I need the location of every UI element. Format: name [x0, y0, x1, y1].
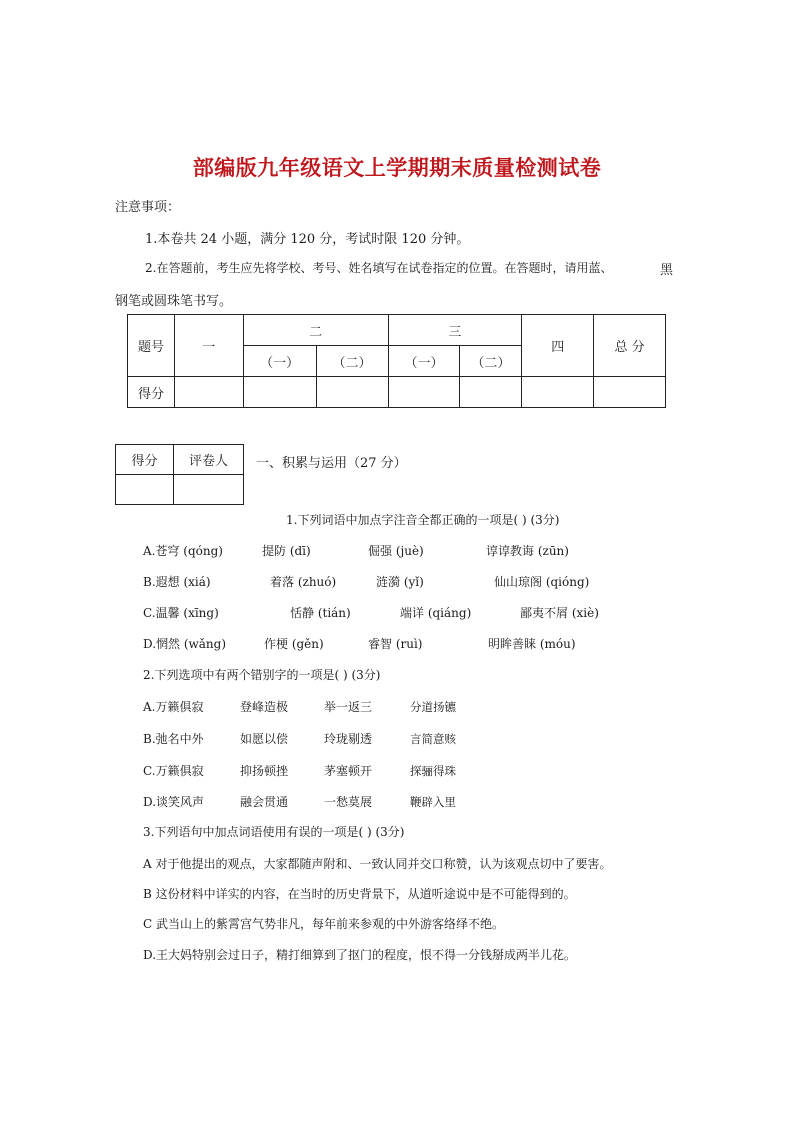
score-sub-3: （一）: [388, 346, 460, 377]
score-col-4: 四: [522, 315, 594, 377]
score-row-label: 得分: [128, 377, 175, 408]
score-cell[interactable]: [174, 377, 243, 408]
notice-item-1: 1.本卷共 24 小题，满分 120 分，考试时限 120 分钟。: [145, 232, 470, 247]
score-col-3: 三: [388, 315, 522, 346]
question-3-option-c: C 武当山上的紫霄宫气势非凡，每年前来参观的中外游客络绎不绝。: [143, 917, 504, 931]
score-col-2: 二: [243, 315, 388, 346]
score-cell[interactable]: [460, 377, 522, 408]
score-sub-1: （一）: [243, 346, 316, 377]
score-cell[interactable]: [316, 377, 388, 408]
grader-score-cell[interactable]: [116, 475, 174, 505]
score-cell[interactable]: [594, 377, 666, 408]
score-table-header: 题号: [128, 315, 175, 377]
score-sub-4: （二）: [460, 346, 522, 377]
score-cell[interactable]: [522, 377, 594, 408]
grader-name-cell[interactable]: [174, 475, 244, 505]
score-cell[interactable]: [243, 377, 316, 408]
score-table: [127, 314, 666, 408]
score-col-1: 一: [174, 315, 243, 377]
notice-item-2-end: 黑: [660, 263, 674, 278]
question-3-option-a: A 对于他提出的观点，大家都随声附和、一致认同并交口称赞，认为该观点切中了要害。: [143, 857, 612, 871]
grader-table: [115, 444, 244, 505]
score-sub-2: （二）: [316, 346, 388, 377]
grader-score-label: 得分: [116, 445, 174, 475]
grader-name-label: 评卷人: [174, 445, 244, 475]
question-3-stem: 3.下列语句中加点词语使用有误的一项是( ) (3分): [143, 825, 405, 839]
score-col-total: 总 分: [594, 315, 666, 377]
score-cell[interactable]: [388, 377, 460, 408]
notice-item-2-cont: 钢笔或圆珠笔书写。: [115, 294, 233, 309]
question-1-stem: 1.下列词语中加点字注音全都正确的一项是( ) (3分): [286, 513, 560, 527]
section-heading: 一、积累与运用（27 分）: [256, 456, 407, 471]
question-3-option-b: B 这份材料中详实的内容，在当时的历史背景下，从道听途说中是不可能得到的。: [143, 887, 576, 901]
notice-item-2: 2.在答题前，考生应先将学校、考号、姓名填写在试卷指定的位置。在答题时，请用蓝、: [145, 261, 613, 275]
page-title: 部编版九年级语文上学期期末质量检测试卷: [192, 155, 602, 180]
question-3-option-d: D.王大妈特别会过日子，精打细算到了抠门的程度，恨不得一分钱掰成两半儿花。: [143, 948, 577, 962]
notice-heading: 注意事项：: [115, 200, 181, 215]
question-2-stem: 2.下列选项中有两个错别字的一项是( ) (3分): [143, 668, 381, 682]
